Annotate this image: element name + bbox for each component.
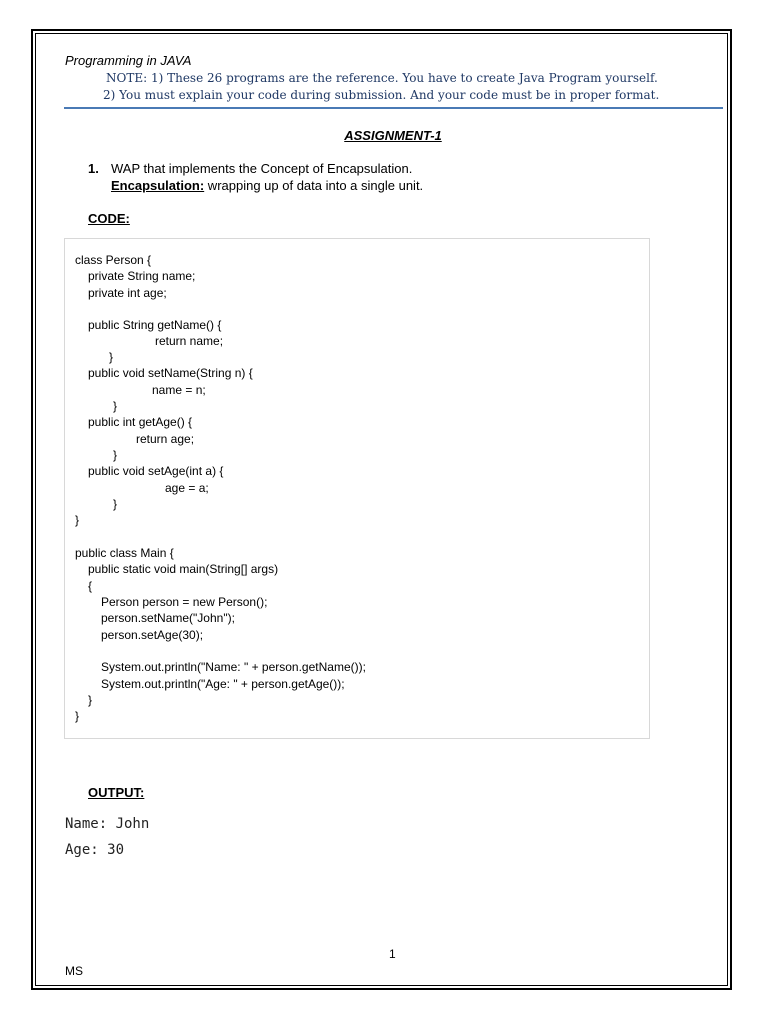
output-line: Name: John [65, 816, 150, 832]
question-text: WAP that implements the Concept of Encapsulation. [111, 161, 413, 176]
page-number: 1 [389, 947, 396, 961]
code-line: } [113, 399, 118, 413]
code-line: public void setAge(int a) { [88, 464, 224, 478]
code-line: public String getName() { [88, 318, 222, 332]
header-divider [64, 107, 723, 109]
assignment-title: ASSIGNMENT-1 [344, 128, 442, 143]
definition-term: Encapsulation: [111, 178, 205, 193]
output-heading: OUTPUT: [88, 785, 145, 800]
code-line: public void setName(String n) { [88, 366, 253, 380]
question-number: 1. [88, 161, 99, 176]
code-line: System.out.println("Age: " + person.getAge()); [101, 677, 345, 691]
code-line: } [113, 448, 118, 462]
code-line: private String name; [88, 269, 196, 283]
code-line: return name; [155, 334, 224, 348]
output-line: Age: 30 [65, 842, 125, 858]
code-line: public static void main(String[] args) [88, 562, 279, 576]
code-line: Person person = new Person(); [101, 595, 268, 609]
code-line: private int age; [88, 286, 167, 300]
course-title: Programming in JAVA [65, 53, 192, 68]
code-line: } [88, 693, 93, 707]
code-line: } [75, 709, 80, 723]
footer-initials: MS [65, 964, 83, 978]
code-line: class Person { [75, 253, 152, 267]
code-line: person.setName("John"); [101, 611, 235, 625]
code-line: age = a; [165, 481, 209, 495]
code-line: } [75, 513, 80, 527]
code-box [64, 238, 650, 739]
code-line: return age; [136, 432, 195, 446]
code-line: } [109, 350, 114, 364]
definition-line [111, 178, 423, 193]
definition-text: wrapping up of data into a single unit. [204, 178, 424, 193]
code-line: name = n; [152, 383, 206, 397]
code-line: person.setAge(30); [101, 628, 204, 642]
code-heading: CODE: [88, 211, 130, 226]
code-line: public class Main { [75, 546, 174, 560]
code-line: public int getAge() { [88, 415, 193, 429]
note-line-2: 2) You must explain your code during submission. And your code must be in proper format. [103, 88, 660, 102]
code-line: { [88, 579, 93, 593]
code-line: System.out.println("Name: " + person.getName()); [101, 660, 366, 674]
note-line-1: NOTE: 1) These 26 programs are the reference. You have to create Java Program yourself. [106, 71, 658, 85]
code-line: } [113, 497, 118, 511]
